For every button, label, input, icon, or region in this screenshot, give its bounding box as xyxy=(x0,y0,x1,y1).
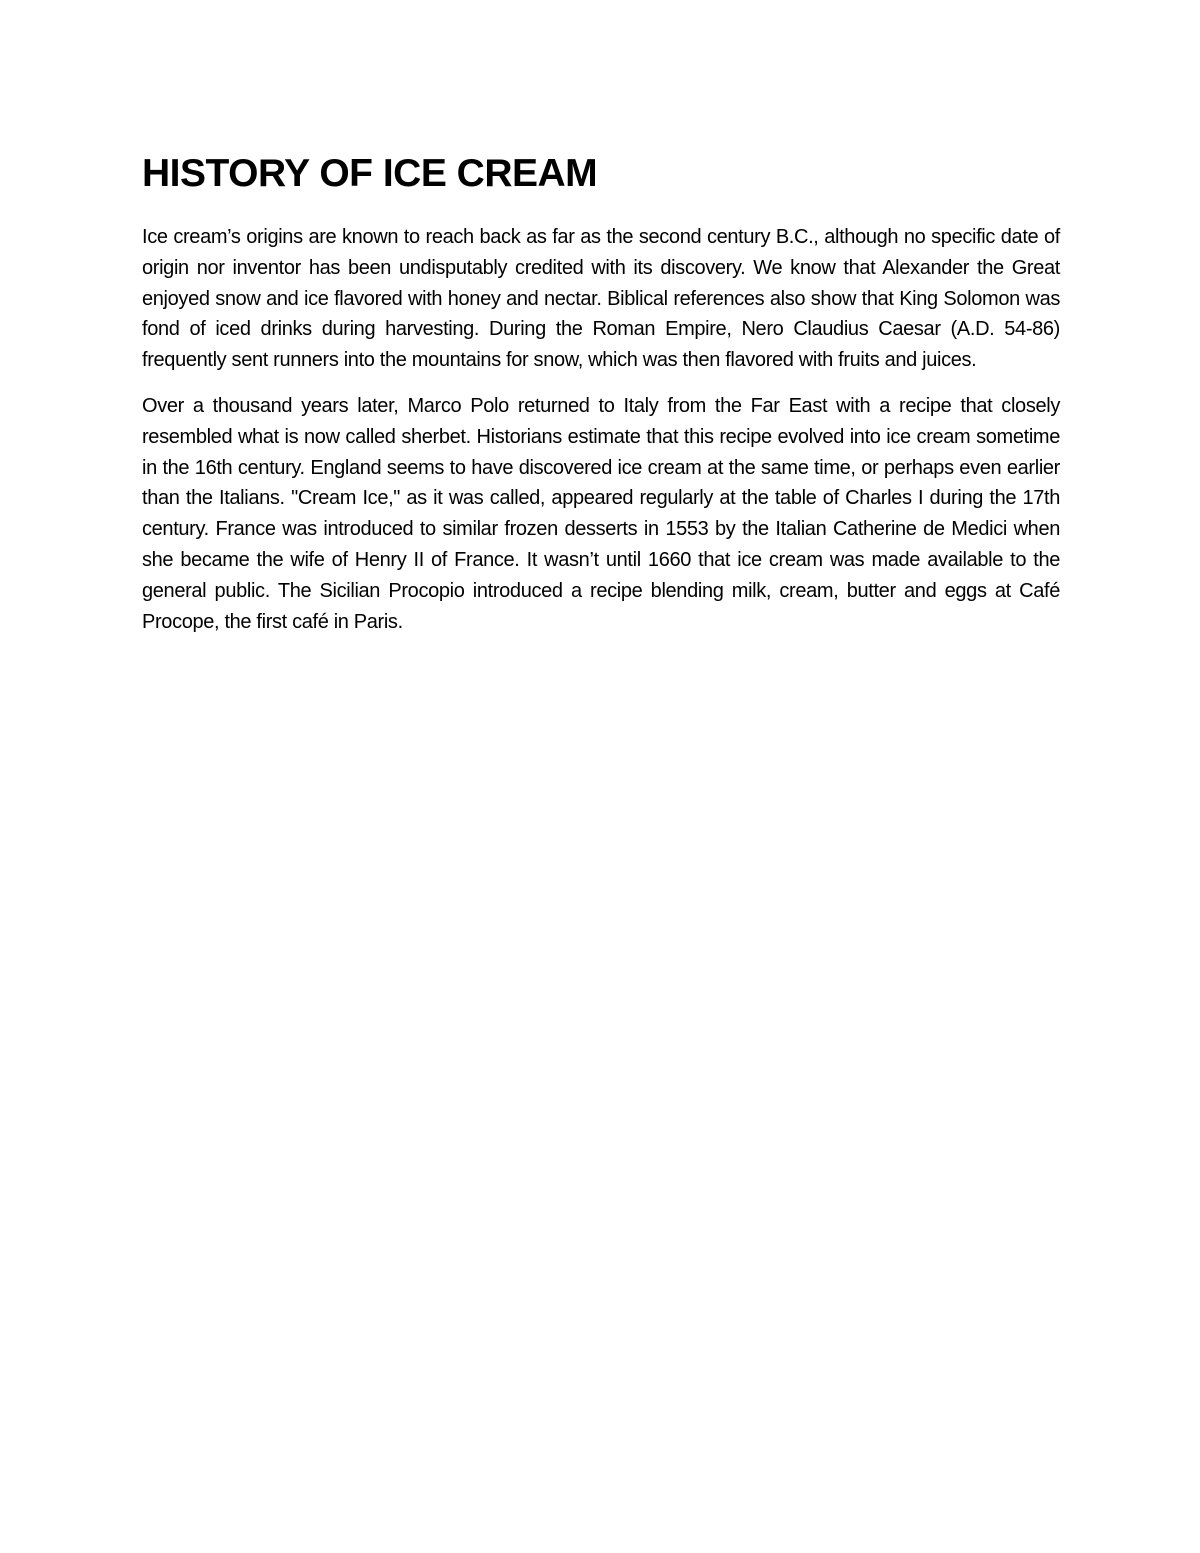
paragraph-origins: Ice cream’s origins are known to reach back as far as the second century B.C., although no specific date of origin nor inventor has been undisputably credited with its discovery. We know that Alexander the Great enjoyed snow and ice flavored with honey and nectar. Biblical references also show that King Solomon was fond of iced drinks during harvesting. During the Roman Empire, Nero Claudius Caesar (A.D. 54-86) frequently sent runners into the mountains for snow, which was then flavored with fruits and juices. xyxy=(142,226,1060,372)
document-title: HISTORY OF ICE CREAM xyxy=(142,152,598,195)
document-body xyxy=(142,148,1060,652)
paragraph-later-history: Over a thousand years later, Marco Polo returned to Italy from the Far East with a recipe that closely resembled what is now called sherbet. Historians estimate that this recipe evolved into ice cream sometime in the 16th century. England seems to have discovered ice cream at the same time, or perhaps even earlier than the Italians. "Cream Ice," as it was called, appeared regularly at the table of Charles I during the 17th century. France was introduced to similar frozen desserts in 1553 by the Italian Catherine de Medici when she became the wife of Henry II of France. It wasn’t until 1660 that ice cream was made available to the general public. The Sicilian Procopio introduced a recipe blending milk, cream, butter and eggs at Café Procope, the first café in Paris. xyxy=(142,394,1060,633)
